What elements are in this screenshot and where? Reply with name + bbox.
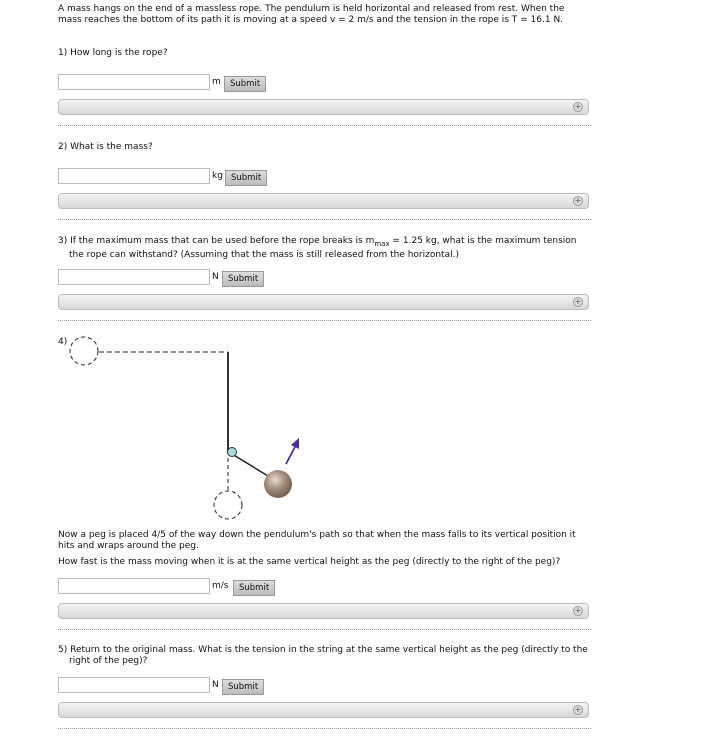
- expand-icon[interactable]: +: [574, 196, 582, 205]
- question-4-label: 4): [58, 337, 68, 347]
- expand-icon[interactable]: +: [574, 297, 582, 306]
- divider: [58, 629, 591, 630]
- peg-icon: [228, 448, 237, 457]
- unit-3: N: [212, 272, 219, 282]
- question-4-text-1: Now a peg is placed 4/5 of the way down the pendulum's path so that when the mass falls to its vertical position it hits and wraps around the peg.: [58, 530, 576, 551]
- mass-ball-icon: [264, 470, 292, 498]
- q3-part-a: 3) If the maximum mass that can be used before the rope breaks is m: [58, 236, 375, 246]
- q3-subscript: max: [374, 239, 390, 248]
- bottom-position-circle: [214, 491, 242, 519]
- unit-2: kg: [212, 171, 223, 181]
- unit-5: N: [212, 680, 219, 690]
- velocity-arrow: [286, 445, 296, 464]
- expand-icon[interactable]: +: [574, 102, 582, 111]
- submit-3-button[interactable]: Submit: [222, 271, 264, 287]
- answer-4-input[interactable]: [58, 578, 210, 594]
- submit-4-button[interactable]: Submit: [233, 580, 275, 596]
- question-4-text-2: How fast is the mass moving when it is at the same vertical height as the peg (directly to the right of the peg)?: [58, 557, 561, 567]
- initial-position-circle: [70, 337, 98, 365]
- expand-icon[interactable]: +: [574, 705, 582, 714]
- submit-5-button[interactable]: Submit: [222, 679, 264, 695]
- question-1-text: 1) How long is the rope?: [58, 48, 168, 58]
- submit-1-button[interactable]: Submit: [224, 76, 266, 92]
- answer-5-input[interactable]: [58, 677, 210, 693]
- expand-icon[interactable]: +: [574, 606, 582, 615]
- unit-4: m/s: [212, 581, 229, 591]
- question-2-text: 2) What is the mass?: [58, 142, 153, 152]
- question-5-text: 5) Return to the original mass. What is the tension in the string at the same vertical height as the peg (directly to the right of the peg)?: [58, 645, 588, 666]
- unit-1: m: [212, 77, 221, 87]
- q3-part-b: = 1.25 kg, what is the maximum tension the rope can withstand? (Assuming that the mass is still released from the horizontal.): [69, 236, 577, 260]
- intro-text: A mass hangs on the end of a massless rope. The pendulum is held horizontal and released from rest. When the mass reaches the bottom of its path it is moving at a speed v = 2 m/s and the tension in the rope is T = 16.1 N.: [58, 4, 565, 25]
- hint-4-bar[interactable]: [58, 603, 589, 619]
- rope-segment: [232, 454, 268, 476]
- hint-5-bar[interactable]: [58, 702, 589, 718]
- submit-2-button[interactable]: Submit: [225, 170, 267, 186]
- divider: [58, 728, 591, 729]
